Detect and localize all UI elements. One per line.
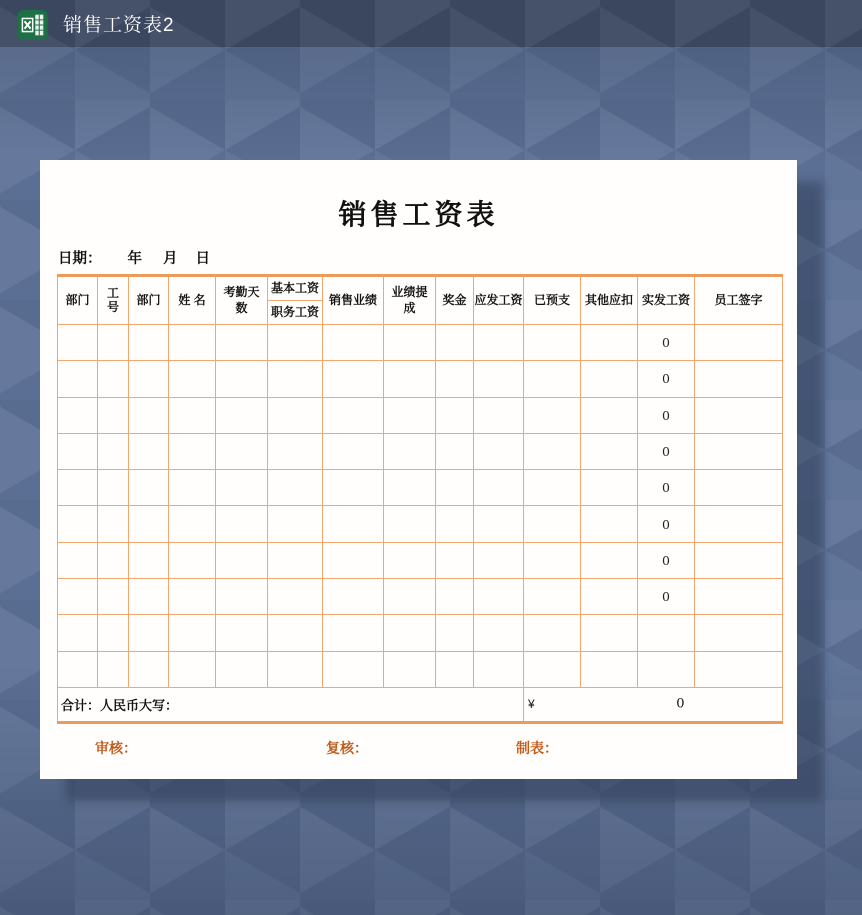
table-cell (323, 470, 384, 506)
table-row (58, 433, 783, 469)
table-cell (268, 470, 323, 506)
col-header-department-2: 部门 (129, 276, 169, 325)
table-cell (58, 397, 98, 433)
table-cell (474, 361, 524, 397)
document-title: 销售工资表 (338, 198, 499, 231)
audit-label: 审核： (95, 739, 137, 756)
table-cell (169, 397, 216, 433)
table-cell (524, 651, 581, 687)
table-row (58, 397, 783, 433)
table-cell (58, 361, 98, 397)
table-cell (695, 542, 783, 578)
table-cell (98, 579, 129, 615)
col-header-base-and-position-salary (268, 276, 323, 325)
table-cell (216, 506, 268, 542)
col-header-net-salary: 实发工资 (638, 276, 695, 325)
table-cell (268, 651, 323, 687)
table-cell (524, 325, 581, 361)
table-cell (98, 615, 129, 651)
table-cell (581, 542, 638, 578)
cell-net-salary: 0 (638, 579, 695, 615)
table-cell (695, 615, 783, 651)
table-cell (581, 651, 638, 687)
table-cell (436, 361, 474, 397)
table-cell (323, 579, 384, 615)
table-cell (524, 361, 581, 397)
table-cell (474, 397, 524, 433)
total-label: 合计：人民币大写： (58, 687, 524, 722)
document-sheet (40, 160, 797, 779)
table-cell (323, 651, 384, 687)
table-cell (169, 579, 216, 615)
col-header-department: 部门 (58, 276, 98, 325)
table-cell (384, 361, 436, 397)
table-cell (474, 615, 524, 651)
table-cell (474, 542, 524, 578)
table-cell (524, 615, 581, 651)
table-cell (581, 579, 638, 615)
table-cell (436, 579, 474, 615)
table-cell (436, 470, 474, 506)
date-label: 日期： (58, 251, 102, 267)
table-cell (384, 433, 436, 469)
table-row (58, 615, 783, 651)
table-cell (695, 361, 783, 397)
total-amount-cell (524, 687, 783, 722)
table-cell (216, 325, 268, 361)
table-cell (581, 615, 638, 651)
table-cell (216, 542, 268, 578)
cell-net-salary (638, 615, 695, 651)
table-header-row (58, 276, 783, 325)
table-cell (268, 325, 323, 361)
maker-label: 制表： (516, 739, 558, 756)
table-row (58, 361, 783, 397)
total-amount: 0 (676, 696, 685, 712)
table-cell (524, 470, 581, 506)
table-cell (474, 325, 524, 361)
table-cell (58, 579, 98, 615)
table-cell (323, 506, 384, 542)
col-header-employee-id: 工号 (98, 276, 129, 325)
table-cell (323, 361, 384, 397)
table-cell (216, 433, 268, 469)
table-cell (474, 506, 524, 542)
table-cell (129, 470, 169, 506)
table-cell (384, 615, 436, 651)
table-cell (323, 325, 384, 361)
table-cell (129, 651, 169, 687)
table-row (58, 542, 783, 578)
table-row (58, 579, 783, 615)
table-cell (268, 579, 323, 615)
table-cell (169, 325, 216, 361)
table-cell (98, 470, 129, 506)
table-cell (216, 470, 268, 506)
table-cell (695, 651, 783, 687)
table-cell (384, 397, 436, 433)
table-cell (474, 433, 524, 469)
table-cell (581, 361, 638, 397)
review-label: 复核： (326, 739, 368, 756)
table-row (58, 651, 783, 687)
table-cell (384, 325, 436, 361)
cell-net-salary: 0 (638, 397, 695, 433)
table-cell (129, 542, 169, 578)
table-cell (581, 506, 638, 542)
cell-net-salary (638, 651, 695, 687)
table-cell (695, 470, 783, 506)
table-cell (474, 579, 524, 615)
date-row (40, 249, 797, 269)
table-cell (384, 506, 436, 542)
table-cell (169, 470, 216, 506)
table-cell (524, 433, 581, 469)
table-cell (268, 397, 323, 433)
table-cell (436, 542, 474, 578)
table-cell (695, 397, 783, 433)
table-cell (216, 651, 268, 687)
signature-row (40, 724, 797, 774)
table-cell (58, 433, 98, 469)
date-year-unit: 年 (127, 251, 142, 267)
table-cell (169, 542, 216, 578)
table-cell (169, 615, 216, 651)
table-cell (436, 615, 474, 651)
table-cell (695, 433, 783, 469)
table-row (58, 506, 783, 542)
table-cell (474, 651, 524, 687)
col-header-name: 姓 名 (169, 276, 216, 325)
table-cell (268, 433, 323, 469)
table-cell (169, 651, 216, 687)
table-cell (129, 361, 169, 397)
table-cell (129, 433, 169, 469)
cell-net-salary: 0 (638, 470, 695, 506)
table-cell (384, 542, 436, 578)
table-cell (58, 470, 98, 506)
salary-table (57, 274, 783, 724)
table-cell (169, 361, 216, 397)
total-row (58, 687, 783, 722)
table-cell (216, 361, 268, 397)
table-cell (98, 397, 129, 433)
col-header-commission: 业绩提成 (384, 276, 436, 325)
excel-icon (17, 10, 48, 40)
date-day-unit: 日 (195, 251, 210, 267)
table-cell (524, 397, 581, 433)
table-cell (695, 579, 783, 615)
table-cell (98, 506, 129, 542)
table-cell (384, 651, 436, 687)
table-cell (268, 542, 323, 578)
table-cell (436, 397, 474, 433)
table-cell (129, 615, 169, 651)
table-cell (268, 615, 323, 651)
table-cell (216, 397, 268, 433)
col-header-signature: 员工签字 (695, 276, 783, 325)
col-header-sales-performance: 销售业绩 (323, 276, 384, 325)
table-cell (695, 506, 783, 542)
table-cell (58, 615, 98, 651)
table-cell (474, 470, 524, 506)
table-cell (129, 506, 169, 542)
table-cell (436, 651, 474, 687)
table-cell (129, 397, 169, 433)
table-row (58, 325, 783, 361)
table-cell (58, 542, 98, 578)
table-cell (268, 361, 323, 397)
table-cell (323, 397, 384, 433)
cell-net-salary: 0 (638, 542, 695, 578)
col-header-payable-salary: 应发工资 (474, 276, 524, 325)
cell-net-salary: 0 (638, 506, 695, 542)
table-cell (58, 506, 98, 542)
table-cell (524, 579, 581, 615)
table-cell (581, 397, 638, 433)
col-header-advance: 已预支 (524, 276, 581, 325)
table-cell (98, 325, 129, 361)
table-cell (695, 325, 783, 361)
currency-symbol: ¥ (528, 697, 535, 712)
table-cell (323, 433, 384, 469)
table-cell (129, 325, 169, 361)
table-cell (436, 506, 474, 542)
col-header-bonus: 奖金 (436, 276, 474, 325)
table-cell (98, 542, 129, 578)
window-title: 销售工资表2 (63, 15, 175, 36)
col-header-position-salary: 职务工资 (268, 300, 322, 324)
table-cell (384, 470, 436, 506)
table-cell (581, 433, 638, 469)
col-header-attendance-days: 考勤天数 (216, 276, 268, 325)
table-cell (216, 579, 268, 615)
col-header-other-deduction: 其他应扣 (581, 276, 638, 325)
table-cell (216, 615, 268, 651)
table-cell (98, 433, 129, 469)
table-cell (436, 433, 474, 469)
date-month-unit: 月 (163, 251, 178, 267)
table-cell (436, 325, 474, 361)
window-titlebar (0, 0, 862, 47)
table-cell (524, 506, 581, 542)
table-cell (58, 651, 98, 687)
table-cell (268, 506, 323, 542)
cell-net-salary: 0 (638, 361, 695, 397)
table-cell (98, 651, 129, 687)
table-cell (98, 361, 129, 397)
col-header-base-salary: 基本工资 (270, 281, 319, 295)
table-body (58, 325, 783, 688)
table-cell (129, 579, 169, 615)
table-cell (581, 325, 638, 361)
table-cell (323, 615, 384, 651)
table-cell (169, 433, 216, 469)
table-cell (524, 542, 581, 578)
table-cell (169, 506, 216, 542)
table-cell (323, 542, 384, 578)
cell-net-salary: 0 (638, 433, 695, 469)
table-cell (58, 325, 98, 361)
cell-net-salary: 0 (638, 325, 695, 361)
table-cell (581, 470, 638, 506)
table-row (58, 470, 783, 506)
table-cell (384, 579, 436, 615)
